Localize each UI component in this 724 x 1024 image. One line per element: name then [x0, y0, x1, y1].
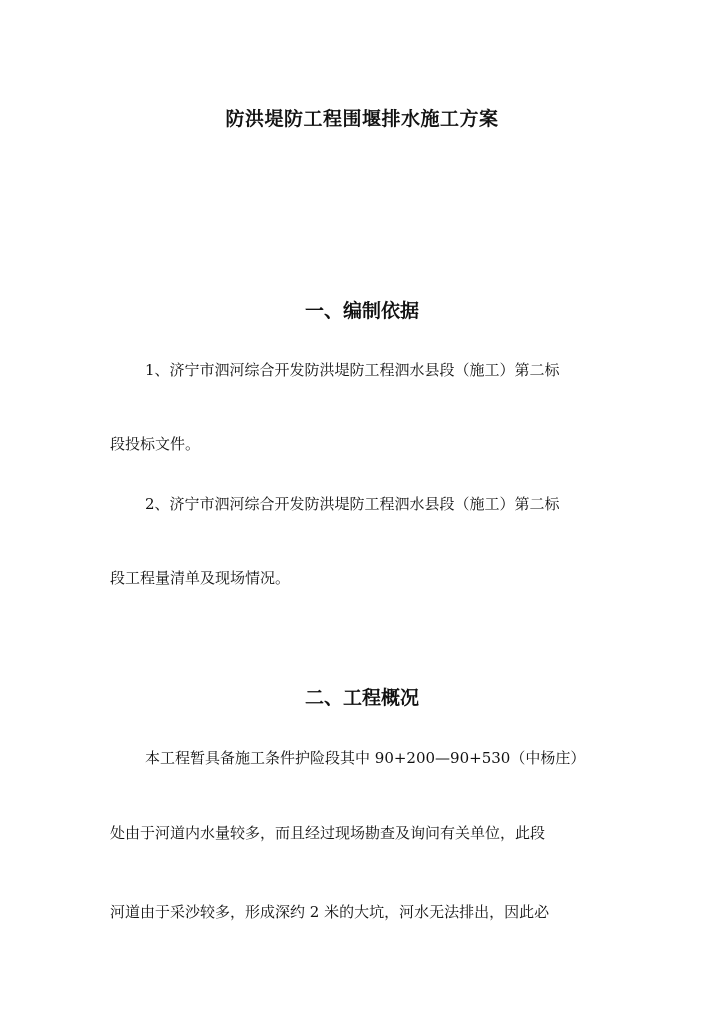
section-heading-overview: 二、工程概况 [304, 687, 419, 709]
paragraph-line: 段工程量清单及现场情况。 [110, 569, 291, 587]
paragraph-line: 1、济宁市泗河综合开发防洪堤防工程泗水县段（施工）第二标 [145, 361, 560, 379]
paragraph-line: 处由于河道内水量较多，而且经过现场勘查及询问有关单位，此段 [110, 824, 546, 842]
paragraph-line: 段投标文件。 [110, 435, 201, 453]
document-title: 防洪堤防工程围堰排水施工方案 [225, 108, 499, 130]
paragraph-line: 2、济宁市泗河综合开发防洪堤防工程泗水县段（施工）第二标 [145, 495, 560, 513]
section-heading-basis: 一、编制依据 [304, 300, 419, 322]
paragraph-line: 本工程暂具备施工条件护险段其中 90+200—90+530（中杨庄） [145, 749, 586, 767]
paragraph-line: 河道由于采沙较多，形成深约 2 米的大坑，河水无法排出，因此必 [110, 903, 550, 921]
